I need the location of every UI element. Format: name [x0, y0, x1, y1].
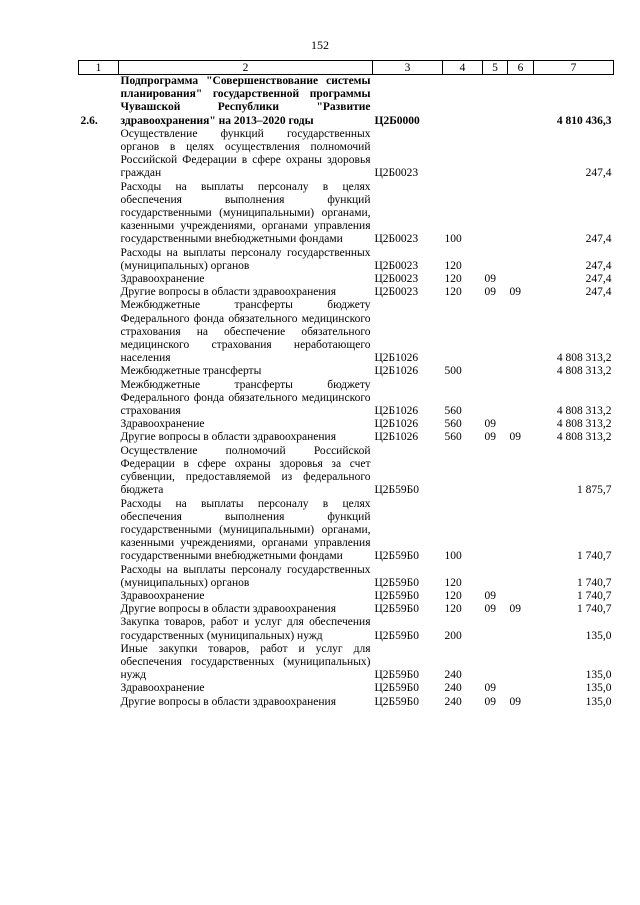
row-name: Здравоохранение — [120, 589, 205, 602]
row-section — [483, 128, 508, 181]
header-col-3: 3 — [373, 61, 443, 75]
row-sum: 247,4 — [585, 259, 612, 272]
row-expense-type: 560 — [444, 431, 462, 444]
table-row — [79, 564, 614, 590]
row-number — [79, 616, 119, 642]
row-section: 09 — [484, 603, 496, 616]
table-row — [79, 643, 614, 683]
table-row — [79, 181, 614, 247]
row-section — [483, 616, 508, 642]
row-expense-type: 120 — [444, 259, 462, 272]
row-expense-type — [443, 128, 483, 181]
row-expense-type: 240 — [444, 695, 462, 708]
row-name: Закупка товаров, работ и услуг для обеспечения государственных (муниципальных) нужд — [120, 616, 371, 642]
row-number — [79, 682, 119, 695]
table-row — [79, 75, 614, 128]
row-section — [483, 564, 508, 590]
table-row — [79, 128, 614, 181]
row-expense-type: 240 — [444, 669, 462, 682]
row-sum: 1 740,7 — [577, 603, 612, 616]
table-row — [79, 273, 614, 286]
row-subsection — [508, 590, 534, 603]
row-sum: 135,0 — [585, 669, 612, 682]
row-number — [79, 498, 119, 564]
row-number — [79, 365, 119, 378]
row-subsection — [508, 299, 534, 365]
row-section: 09 — [484, 418, 496, 431]
row-number — [79, 273, 119, 286]
row-subsection — [508, 498, 534, 564]
table-row — [79, 299, 614, 365]
row-number — [79, 286, 119, 299]
row-expense-type: 200 — [444, 629, 462, 642]
row-sum: 247,4 — [585, 233, 612, 246]
row-sum: 1 875,7 — [577, 484, 612, 497]
row-subsection — [508, 273, 534, 286]
row-section: 09 — [484, 431, 496, 444]
row-subsection — [508, 75, 534, 128]
row-subsection — [508, 616, 534, 642]
table-row — [79, 247, 614, 273]
row-code: Ц2Б1026 — [374, 405, 419, 418]
row-sum: 135,0 — [585, 695, 612, 708]
table-row — [79, 365, 614, 378]
row-code: Ц2Б59Б0 — [374, 695, 420, 708]
row-code: Ц2Б59Б0 — [374, 682, 420, 695]
row-number — [79, 418, 119, 431]
row-name: Расходы на выплаты персоналу в целях обеспечения выполнения функций государственными (муниципальными) органами, казенными учреждениями, органами управления государственными внебюджетными фондами — [120, 497, 371, 563]
row-number — [79, 431, 119, 444]
row-sum: 1 740,7 — [577, 550, 612, 563]
row-name: Осуществление функций государственных органов в целях осуществления полномочий Российской Федерации в сфере охраны здоровья граждан — [120, 127, 371, 180]
table-row — [79, 498, 614, 564]
row-sum: 4 808 313,2 — [556, 365, 612, 378]
row-number — [79, 181, 119, 247]
row-code: Ц2Б1026 — [374, 418, 419, 431]
table-header-row — [79, 61, 614, 75]
row-expense-type: 240 — [444, 682, 462, 695]
row-expense-type: 100 — [444, 233, 462, 246]
row-sum: 4 808 313,2 — [556, 405, 612, 418]
row-name: Осуществление полномочий Российской Федерации в сфере охраны здоровья за счет субвенции, предоставляемой из федерального бюджета — [120, 444, 371, 497]
row-expense-type: 120 — [444, 286, 462, 299]
row-name: Расходы на выплаты персоналу в целях обеспечения выполнения функций государственными (муниципальными) органами, казенными учреждениями, органами управления государственными внебюджетными фондами — [120, 180, 371, 246]
row-sum: 1 740,7 — [577, 576, 612, 589]
row-sum: 135,0 — [585, 629, 612, 642]
table-row — [79, 603, 614, 616]
row-code: Ц2Б1026 — [374, 365, 419, 378]
header-col-1: 1 — [79, 61, 119, 75]
row-code: Ц2Б1026 — [374, 352, 419, 365]
row-name: Здравоохранение — [120, 682, 205, 695]
row-section: 09 — [484, 286, 496, 299]
header-col-4: 4 — [443, 61, 483, 75]
row-number — [79, 643, 119, 683]
row-subsection: 09 — [509, 431, 521, 444]
row-subsection — [508, 564, 534, 590]
row-number — [79, 445, 119, 498]
row-section — [483, 365, 508, 378]
row-expense-type: 120 — [444, 273, 462, 286]
row-sum: 247,4 — [585, 167, 612, 180]
page-number: 152 — [311, 38, 329, 52]
row-sum: 247,4 — [585, 286, 612, 299]
header-col-7: 7 — [534, 61, 614, 75]
budget-table — [78, 60, 614, 709]
row-code: Ц2Б59Б0 — [374, 669, 420, 682]
row-code: Ц2Б0000 — [374, 114, 420, 127]
header-col-2: 2 — [119, 61, 373, 75]
row-number — [79, 590, 119, 603]
row-sum: 135,0 — [585, 682, 612, 695]
row-expense-type: 120 — [444, 603, 462, 616]
row-expense-type — [443, 75, 483, 128]
row-code: Ц2Б59Б0 — [374, 603, 420, 616]
table-row — [79, 379, 614, 419]
row-subsection — [508, 128, 534, 181]
row-sum: 1 740,7 — [577, 589, 612, 602]
row-code: Ц2Б1026 — [374, 431, 419, 444]
row-subsection: 09 — [509, 286, 521, 299]
row-section — [483, 75, 508, 128]
table-row — [79, 696, 614, 709]
row-sum: 247,4 — [585, 273, 612, 286]
row-code: Ц2Б0023 — [374, 259, 419, 272]
row-section — [483, 445, 508, 498]
row-expense-type: 500 — [444, 365, 462, 378]
table-row — [79, 431, 614, 444]
row-expense-type: 120 — [444, 576, 462, 589]
row-section: 09 — [484, 682, 496, 695]
row-code: Ц2Б0023 — [374, 273, 419, 286]
row-number — [79, 247, 119, 273]
row-expense-type — [443, 445, 483, 498]
table-row — [79, 682, 614, 695]
row-sum: 4 808 313,2 — [556, 418, 612, 431]
row-name: Расходы на выплаты персоналу государственных (муниципальных) органов — [120, 563, 371, 589]
row-sum: 4 810 436,3 — [556, 114, 612, 127]
row-expense-type: 560 — [444, 405, 462, 418]
row-subsection — [508, 682, 534, 695]
table-row — [79, 418, 614, 431]
table-row — [79, 590, 614, 603]
table-body — [79, 75, 614, 709]
row-name: Межбюджетные трансферты бюджету Федерального фонда обязательного медицинского страхования — [120, 378, 371, 418]
row-subsection: 09 — [509, 603, 521, 616]
row-name: Другие вопросы в области здравоохранения — [120, 286, 336, 299]
row-section — [483, 247, 508, 273]
row-number: 2.6. — [80, 114, 98, 127]
row-code: Ц2Б59Б0 — [374, 484, 420, 497]
row-name: Межбюджетные трансферты бюджету Федерального фонда обязательного медицинского страхования на обеспечение обязательного медицинского страхования неработающего населения — [120, 299, 371, 365]
row-code: Ц2Б0023 — [374, 286, 419, 299]
row-name: Другие вопросы в области здравоохранения — [120, 603, 336, 616]
row-name: Расходы на выплаты персоналу государственных (муниципальных) органов — [120, 246, 371, 272]
row-section — [483, 181, 508, 247]
row-section: 09 — [484, 695, 496, 708]
row-code: Ц2Б0023 — [374, 233, 419, 246]
row-number — [79, 603, 119, 616]
row-name: Подпрограмма "Совершенствование системы планирования" государственной программы Чувашской Республики "Развитие здравоохранения" на 2013–2020 годы — [120, 75, 371, 127]
row-code: Ц2Б59Б0 — [374, 589, 420, 602]
row-code: Ц2Б59Б0 — [374, 576, 420, 589]
row-code: Ц2Б59Б0 — [374, 629, 420, 642]
row-name: Иные закупки товаров, работ и услуг для обеспечения государственных (муниципальных) нужд — [120, 642, 371, 682]
row-subsection — [508, 445, 534, 498]
row-section: 09 — [484, 589, 496, 602]
row-name: Здравоохранение — [120, 418, 205, 431]
row-section — [483, 299, 508, 365]
row-subsection — [508, 181, 534, 247]
row-code: Ц2Б0023 — [374, 167, 419, 180]
row-number — [79, 564, 119, 590]
row-sum: 4 808 313,2 — [556, 352, 612, 365]
row-number — [79, 299, 119, 365]
row-number — [79, 379, 119, 419]
row-section — [483, 643, 508, 683]
row-number — [79, 696, 119, 709]
row-section: 09 — [484, 273, 496, 286]
row-expense-type: 100 — [444, 550, 462, 563]
row-subsection: 09 — [509, 695, 521, 708]
row-name: Межбюджетные трансферты — [120, 365, 262, 378]
row-name: Здравоохранение — [120, 273, 205, 286]
header-col-6: 6 — [508, 61, 534, 75]
row-section — [483, 498, 508, 564]
row-name: Другие вопросы в области здравоохранения — [120, 695, 336, 708]
row-subsection — [508, 365, 534, 378]
row-name: Другие вопросы в области здравоохранения — [120, 431, 336, 444]
row-subsection — [508, 379, 534, 419]
row-expense-type: 560 — [444, 418, 462, 431]
row-subsection — [508, 643, 534, 683]
row-number — [79, 128, 119, 181]
row-expense-type — [443, 299, 483, 365]
row-subsection — [508, 418, 534, 431]
row-sum: 4 808 313,2 — [556, 431, 612, 444]
row-section — [483, 379, 508, 419]
table-row — [79, 445, 614, 498]
table-row — [79, 616, 614, 642]
row-expense-type: 120 — [444, 589, 462, 602]
table-row — [79, 286, 614, 299]
header-col-5: 5 — [483, 61, 508, 75]
row-subsection — [508, 247, 534, 273]
row-code: Ц2Б59Б0 — [374, 550, 420, 563]
